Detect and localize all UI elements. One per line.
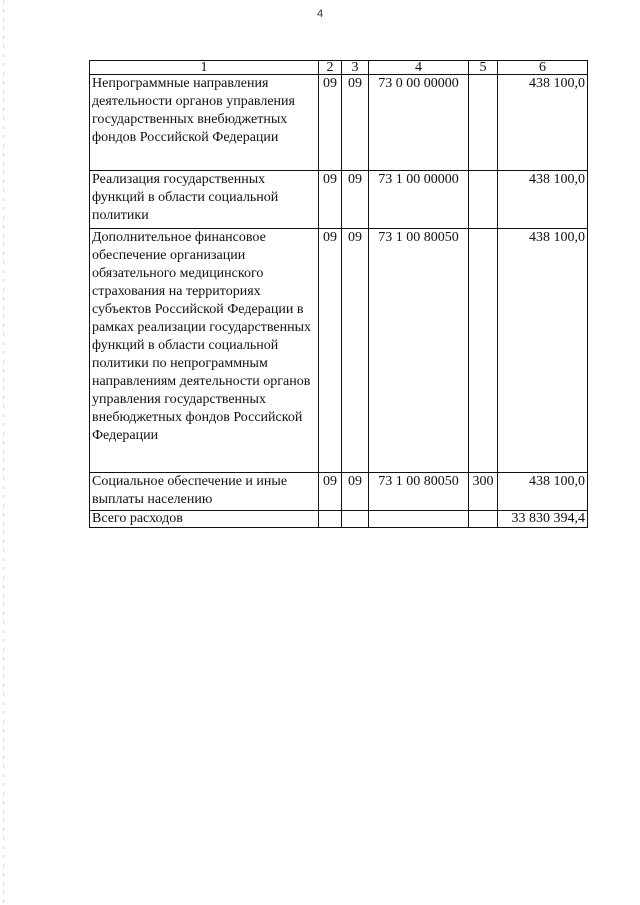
page-number: 4 [316, 8, 324, 20]
row-expense-type [469, 229, 498, 473]
row-subsection-code: 09 [342, 75, 369, 171]
row-target-code: 73 1 00 00000 [369, 171, 469, 229]
row-target-code: 73 1 00 80050 [369, 229, 469, 473]
row-name: Реализация государственных функций в области социальной политики [90, 171, 319, 229]
table-row [90, 473, 588, 511]
row-subsection-code: 09 [342, 171, 369, 229]
row-sum: 438 100,0 [498, 229, 588, 473]
column-header: 6 [498, 61, 588, 75]
row-name: Дополнительное финансовое обеспечение организации обязательного медицинского страхования на территориях субъектов Российской Федерации в рамках реализации государственных функций в области социальной политики по непрограммным направлениям деятельности органов управления государственных внебюджетных фондов Российской Федерации [90, 229, 319, 473]
page-left-edge [3, 0, 4, 905]
row-section-code: 09 [319, 229, 342, 473]
row-sum: 438 100,0 [498, 473, 588, 511]
column-header: 4 [369, 61, 469, 75]
row-section-code: 09 [319, 75, 342, 171]
column-header: 5 [469, 61, 498, 75]
total-label: Всего расходов [90, 511, 319, 528]
table-row [90, 171, 588, 229]
column-header: 3 [342, 61, 369, 75]
empty-cell [342, 511, 369, 528]
column-header: 2 [319, 61, 342, 75]
total-row [90, 511, 588, 528]
row-section-code: 09 [319, 171, 342, 229]
table-row [90, 229, 588, 473]
total-sum: 33 830 394,4 [498, 511, 588, 528]
column-header: 1 [90, 61, 319, 75]
empty-cell [469, 511, 498, 528]
empty-cell [369, 511, 469, 528]
row-name: Непрограммные направления деятельности органов управления государственных внебюджетных фондов Российской Федерации [90, 75, 319, 171]
row-expense-type [469, 75, 498, 171]
row-sum: 438 100,0 [498, 171, 588, 229]
table-row [90, 75, 588, 171]
row-target-code: 73 1 00 80050 [369, 473, 469, 511]
empty-cell [319, 511, 342, 528]
row-name: Социальное обеспечение и иные выплаты населению [90, 473, 319, 511]
row-section-code: 09 [319, 473, 342, 511]
budget-table [89, 60, 588, 528]
row-sum: 438 100,0 [498, 75, 588, 171]
row-subsection-code: 09 [342, 229, 369, 473]
row-expense-type [469, 171, 498, 229]
row-subsection-code: 09 [342, 473, 369, 511]
row-target-code: 73 0 00 00000 [369, 75, 469, 171]
table-header-row [90, 61, 588, 75]
row-expense-type: 300 [469, 473, 498, 511]
